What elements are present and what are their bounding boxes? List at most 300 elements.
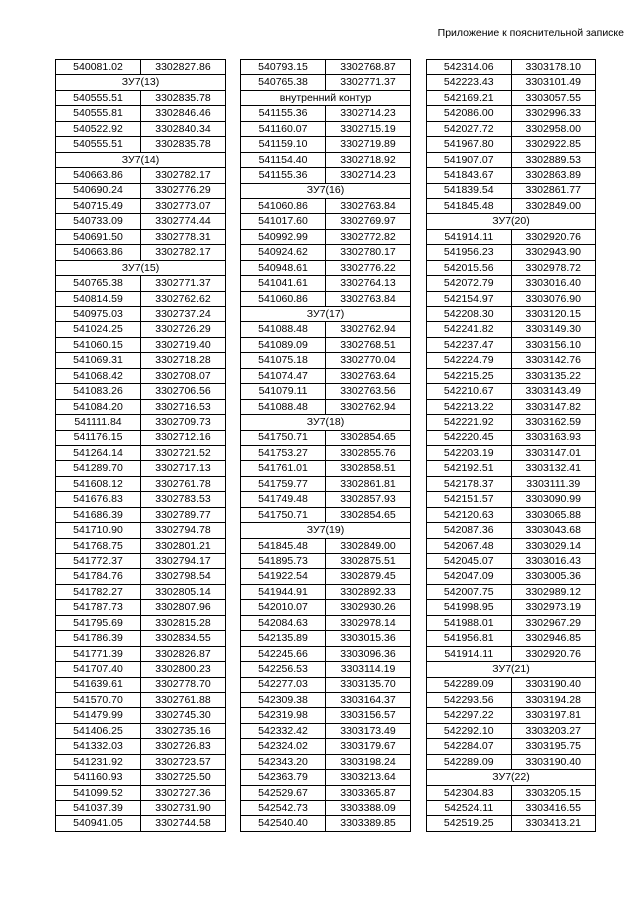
coordinate-row bbox=[241, 276, 411, 291]
coordinate-row bbox=[427, 523, 596, 538]
coordinate-row bbox=[56, 399, 226, 414]
section-heading: ЗУ7(19) bbox=[241, 523, 411, 538]
y-coordinate-cell: 3302782.17 bbox=[141, 245, 226, 260]
coordinate-row bbox=[241, 461, 411, 476]
coordinate-row bbox=[241, 260, 411, 275]
coordinate-row bbox=[56, 445, 226, 460]
y-coordinate-cell: 3302854.65 bbox=[326, 507, 411, 522]
y-coordinate-cell: 3302849.00 bbox=[326, 538, 411, 553]
y-coordinate-cell: 3302861.77 bbox=[511, 183, 596, 198]
y-coordinate-cell: 3302761.78 bbox=[141, 476, 226, 491]
x-coordinate-cell: 542319.98 bbox=[241, 708, 326, 723]
x-coordinate-cell: 542120.63 bbox=[427, 507, 512, 522]
coordinate-row bbox=[56, 415, 226, 430]
x-coordinate-cell: 540765.38 bbox=[56, 276, 141, 291]
coordinate-row bbox=[56, 492, 226, 507]
coordinate-row bbox=[241, 600, 411, 615]
y-coordinate-cell: 3302726.83 bbox=[141, 739, 226, 754]
x-coordinate-cell: 541479.99 bbox=[56, 708, 141, 723]
x-coordinate-cell: 541707.40 bbox=[56, 662, 141, 677]
y-coordinate-cell: 3303120.15 bbox=[511, 307, 596, 322]
y-coordinate-cell: 3302834.55 bbox=[141, 631, 226, 646]
coordinate-row bbox=[56, 523, 226, 538]
coordinate-row bbox=[241, 384, 411, 399]
x-coordinate-cell: 541074.47 bbox=[241, 368, 326, 383]
y-coordinate-cell: 3302989.12 bbox=[511, 584, 596, 599]
y-coordinate-cell: 3302889.53 bbox=[511, 152, 596, 167]
coordinate-row bbox=[241, 214, 411, 229]
y-coordinate-cell: 3303197.81 bbox=[511, 708, 596, 723]
coordinate-row bbox=[241, 507, 411, 522]
x-coordinate-cell: 541160.93 bbox=[56, 770, 141, 785]
coordinate-row bbox=[241, 646, 411, 661]
x-coordinate-cell: 541750.71 bbox=[241, 507, 326, 522]
coordinate-row bbox=[427, 739, 596, 754]
coordinate-row bbox=[427, 507, 596, 522]
coordinate-row bbox=[56, 785, 226, 800]
y-coordinate-cell: 3302731.90 bbox=[141, 801, 226, 816]
y-coordinate-cell: 3302761.88 bbox=[141, 692, 226, 707]
x-coordinate-cell: 541264.14 bbox=[56, 445, 141, 460]
y-coordinate-cell: 3303413.21 bbox=[511, 816, 596, 831]
y-coordinate-cell: 3302858.51 bbox=[326, 461, 411, 476]
x-coordinate-cell: 541768.75 bbox=[56, 538, 141, 553]
x-coordinate-cell: 542314.06 bbox=[427, 60, 512, 75]
coordinate-row bbox=[56, 554, 226, 569]
x-coordinate-cell: 542297.22 bbox=[427, 708, 512, 723]
coordinate-row bbox=[56, 168, 226, 183]
x-coordinate-cell: 541088.48 bbox=[241, 322, 326, 337]
coordinate-row bbox=[241, 60, 411, 75]
x-coordinate-cell: 542045.07 bbox=[427, 554, 512, 569]
x-coordinate-cell: 542072.79 bbox=[427, 276, 512, 291]
coordinate-row bbox=[427, 337, 596, 352]
x-coordinate-cell: 542210.67 bbox=[427, 384, 512, 399]
x-coordinate-cell: 541084.20 bbox=[56, 399, 141, 414]
coordinate-row bbox=[56, 692, 226, 707]
coordinate-row bbox=[56, 631, 226, 646]
x-coordinate-cell: 541749.48 bbox=[241, 492, 326, 507]
coordinate-row bbox=[241, 739, 411, 754]
x-coordinate-cell: 542015.56 bbox=[427, 260, 512, 275]
x-coordinate-cell: 542292.10 bbox=[427, 723, 512, 738]
x-coordinate-cell: 542067.48 bbox=[427, 538, 512, 553]
coordinate-row bbox=[241, 584, 411, 599]
y-coordinate-cell: 3302709.73 bbox=[141, 415, 226, 430]
coordinate-row bbox=[427, 307, 596, 322]
coordinate-row bbox=[427, 60, 596, 75]
x-coordinate-cell: 541088.48 bbox=[241, 399, 326, 414]
x-coordinate-cell: 541155.36 bbox=[241, 168, 326, 183]
coordinate-row bbox=[241, 137, 411, 152]
coordinate-row bbox=[241, 785, 411, 800]
coordinate-row bbox=[241, 801, 411, 816]
y-coordinate-cell: 3302875.51 bbox=[326, 554, 411, 569]
y-coordinate-cell: 3302727.36 bbox=[141, 785, 226, 800]
coordinate-row bbox=[56, 646, 226, 661]
y-coordinate-cell: 3302706.56 bbox=[141, 384, 226, 399]
y-coordinate-cell: 3302826.87 bbox=[141, 646, 226, 661]
y-coordinate-cell: 3302978.14 bbox=[326, 615, 411, 630]
x-coordinate-cell: 541956.81 bbox=[427, 631, 512, 646]
x-coordinate-cell: 542192.51 bbox=[427, 461, 512, 476]
y-coordinate-cell: 3303147.01 bbox=[511, 445, 596, 460]
y-coordinate-cell: 3303190.40 bbox=[511, 754, 596, 769]
y-coordinate-cell: 3303365.87 bbox=[326, 785, 411, 800]
x-coordinate-cell: 541914.11 bbox=[427, 229, 512, 244]
x-coordinate-cell: 542343.20 bbox=[241, 754, 326, 769]
x-coordinate-cell: 541787.73 bbox=[56, 600, 141, 615]
x-coordinate-cell: 541956.23 bbox=[427, 245, 512, 260]
coordinate-row bbox=[241, 492, 411, 507]
coordinate-row bbox=[427, 584, 596, 599]
y-coordinate-cell: 3302718.28 bbox=[141, 353, 226, 368]
y-coordinate-cell: 3302763.64 bbox=[326, 368, 411, 383]
coordinate-row bbox=[56, 245, 226, 260]
y-coordinate-cell: 3303132.41 bbox=[511, 461, 596, 476]
coordinate-row bbox=[427, 260, 596, 275]
x-coordinate-cell: 541608.12 bbox=[56, 476, 141, 491]
x-coordinate-cell: 542363.79 bbox=[241, 770, 326, 785]
coordinate-row bbox=[56, 801, 226, 816]
y-coordinate-cell: 3302780.17 bbox=[326, 245, 411, 260]
coordinate-row bbox=[427, 554, 596, 569]
y-coordinate-cell: 3303016.43 bbox=[511, 554, 596, 569]
section-heading-row bbox=[241, 90, 411, 105]
x-coordinate-cell: 542223.43 bbox=[427, 75, 512, 90]
coordinate-row bbox=[427, 121, 596, 136]
y-coordinate-cell: 3302763.56 bbox=[326, 384, 411, 399]
section-heading-row bbox=[241, 307, 411, 322]
x-coordinate-cell: 542542.73 bbox=[241, 801, 326, 816]
coordinate-row bbox=[427, 631, 596, 646]
y-coordinate-cell: 3302762.94 bbox=[326, 399, 411, 414]
x-coordinate-cell: 542284.07 bbox=[427, 739, 512, 754]
y-coordinate-cell: 3302774.44 bbox=[141, 214, 226, 229]
y-coordinate-cell: 3302714.23 bbox=[326, 168, 411, 183]
y-coordinate-cell: 3303190.40 bbox=[511, 677, 596, 692]
section-heading: ЗУ7(16) bbox=[241, 183, 411, 198]
y-coordinate-cell: 3302771.37 bbox=[141, 276, 226, 291]
coordinate-row bbox=[427, 445, 596, 460]
x-coordinate-cell: 540715.49 bbox=[56, 198, 141, 213]
y-coordinate-cell: 3302973.19 bbox=[511, 600, 596, 615]
x-coordinate-cell: 541075.18 bbox=[241, 353, 326, 368]
coordinate-row bbox=[56, 569, 226, 584]
y-coordinate-cell: 3303173.49 bbox=[326, 723, 411, 738]
x-coordinate-cell: 541795.69 bbox=[56, 615, 141, 630]
y-coordinate-cell: 3303065.88 bbox=[511, 507, 596, 522]
coordinate-row bbox=[241, 692, 411, 707]
x-coordinate-cell: 541639.61 bbox=[56, 677, 141, 692]
x-coordinate-cell: 540975.03 bbox=[56, 307, 141, 322]
coordinate-row bbox=[427, 75, 596, 90]
y-coordinate-cell: 3302721.52 bbox=[141, 445, 226, 460]
x-coordinate-cell: 541099.52 bbox=[56, 785, 141, 800]
x-coordinate-cell: 541750.71 bbox=[241, 430, 326, 445]
y-coordinate-cell: 3303156.57 bbox=[326, 708, 411, 723]
x-coordinate-cell: 540992.99 bbox=[241, 229, 326, 244]
x-coordinate-cell: 542524.11 bbox=[427, 801, 512, 816]
x-coordinate-cell: 541988.01 bbox=[427, 615, 512, 630]
y-coordinate-cell: 3302996.33 bbox=[511, 106, 596, 121]
y-coordinate-cell: 3302783.53 bbox=[141, 492, 226, 507]
y-coordinate-cell: 3302772.82 bbox=[326, 229, 411, 244]
y-coordinate-cell: 3302737.24 bbox=[141, 307, 226, 322]
y-coordinate-cell: 3302719.40 bbox=[141, 337, 226, 352]
coordinate-row bbox=[241, 229, 411, 244]
section-heading-row bbox=[427, 770, 596, 785]
section-heading: ЗУ7(20) bbox=[427, 214, 596, 229]
coordinate-row bbox=[56, 507, 226, 522]
x-coordinate-cell: 542540.40 bbox=[241, 816, 326, 831]
x-coordinate-cell: 541041.61 bbox=[241, 276, 326, 291]
y-coordinate-cell: 3302854.65 bbox=[326, 430, 411, 445]
y-coordinate-cell: 3303111.39 bbox=[511, 476, 596, 491]
coordinate-row bbox=[427, 198, 596, 213]
x-coordinate-cell: 540081.02 bbox=[56, 60, 141, 75]
x-coordinate-cell: 540941.05 bbox=[56, 816, 141, 831]
x-coordinate-cell: 542154.97 bbox=[427, 291, 512, 306]
coordinate-row bbox=[427, 229, 596, 244]
x-coordinate-cell: 541154.40 bbox=[241, 152, 326, 167]
x-coordinate-cell: 541944.91 bbox=[241, 584, 326, 599]
x-coordinate-cell: 540733.09 bbox=[56, 214, 141, 229]
coordinate-row bbox=[427, 708, 596, 723]
y-coordinate-cell: 3303143.49 bbox=[511, 384, 596, 399]
coordinate-row bbox=[241, 353, 411, 368]
x-coordinate-cell: 541771.39 bbox=[56, 646, 141, 661]
coordinate-row bbox=[56, 600, 226, 615]
x-coordinate-cell: 541570.70 bbox=[56, 692, 141, 707]
y-coordinate-cell: 3303164.37 bbox=[326, 692, 411, 707]
y-coordinate-cell: 3302840.34 bbox=[141, 121, 226, 136]
x-coordinate-cell: 540522.92 bbox=[56, 121, 141, 136]
coordinate-row bbox=[241, 708, 411, 723]
coordinate-row bbox=[427, 816, 596, 831]
x-coordinate-cell: 542224.79 bbox=[427, 353, 512, 368]
y-coordinate-cell: 3303178.10 bbox=[511, 60, 596, 75]
y-coordinate-cell: 3302776.22 bbox=[326, 260, 411, 275]
y-coordinate-cell: 3302778.31 bbox=[141, 229, 226, 244]
y-coordinate-cell: 3302855.76 bbox=[326, 445, 411, 460]
coordinate-row bbox=[427, 399, 596, 414]
x-coordinate-cell: 541083.26 bbox=[56, 384, 141, 399]
coordinate-row bbox=[427, 615, 596, 630]
coordinate-row bbox=[241, 476, 411, 491]
y-coordinate-cell: 3302863.89 bbox=[511, 168, 596, 183]
x-coordinate-cell: 541998.95 bbox=[427, 600, 512, 615]
coordinate-row bbox=[241, 631, 411, 646]
coordinate-row bbox=[427, 538, 596, 553]
coordinate-row bbox=[241, 615, 411, 630]
section-heading-row bbox=[427, 662, 596, 677]
x-coordinate-cell: 541710.90 bbox=[56, 523, 141, 538]
y-coordinate-cell: 3302794.17 bbox=[141, 554, 226, 569]
x-coordinate-cell: 541060.86 bbox=[241, 291, 326, 306]
y-coordinate-cell: 3302716.53 bbox=[141, 399, 226, 414]
x-coordinate-cell: 542169.21 bbox=[427, 90, 512, 105]
y-coordinate-cell: 3303389.85 bbox=[326, 816, 411, 831]
x-coordinate-cell: 540691.50 bbox=[56, 229, 141, 244]
coordinate-row bbox=[427, 291, 596, 306]
coordinate-table-left bbox=[55, 59, 226, 832]
y-coordinate-cell: 3302725.50 bbox=[141, 770, 226, 785]
coordinate-row bbox=[427, 754, 596, 769]
x-coordinate-cell: 540924.62 bbox=[241, 245, 326, 260]
coordinate-row bbox=[427, 785, 596, 800]
x-coordinate-cell: 542086.00 bbox=[427, 106, 512, 121]
coordinate-row bbox=[427, 492, 596, 507]
section-heading: ЗУ7(17) bbox=[241, 307, 411, 322]
x-coordinate-cell: 540690.24 bbox=[56, 183, 141, 198]
x-coordinate-cell: 541786.39 bbox=[56, 631, 141, 646]
y-coordinate-cell: 3302735.16 bbox=[141, 723, 226, 738]
y-coordinate-cell: 3302857.93 bbox=[326, 492, 411, 507]
section-heading-row bbox=[241, 415, 411, 430]
x-coordinate-cell: 541967.80 bbox=[427, 137, 512, 152]
x-coordinate-cell: 542178.37 bbox=[427, 476, 512, 491]
y-coordinate-cell: 3303142.76 bbox=[511, 353, 596, 368]
y-coordinate-cell: 3302922.85 bbox=[511, 137, 596, 152]
y-coordinate-cell: 3302807.96 bbox=[141, 600, 226, 615]
coordinate-row bbox=[241, 430, 411, 445]
coordinate-table-right bbox=[426, 59, 596, 832]
y-coordinate-cell: 3302773.07 bbox=[141, 198, 226, 213]
y-coordinate-cell: 3302768.51 bbox=[326, 337, 411, 352]
y-coordinate-cell: 3302763.84 bbox=[326, 291, 411, 306]
section-heading-row bbox=[56, 152, 226, 167]
coordinate-row bbox=[241, 399, 411, 414]
y-coordinate-cell: 3303416.55 bbox=[511, 801, 596, 816]
y-coordinate-cell: 3302769.97 bbox=[326, 214, 411, 229]
x-coordinate-cell: 542203.19 bbox=[427, 445, 512, 460]
x-coordinate-cell: 541060.86 bbox=[241, 198, 326, 213]
y-coordinate-cell: 3302726.29 bbox=[141, 322, 226, 337]
x-coordinate-cell: 542220.45 bbox=[427, 430, 512, 445]
y-coordinate-cell: 3302744.58 bbox=[141, 816, 226, 831]
coordinate-row bbox=[56, 307, 226, 322]
y-coordinate-cell: 3303213.64 bbox=[326, 770, 411, 785]
x-coordinate-cell: 542007.75 bbox=[427, 584, 512, 599]
coordinate-row bbox=[241, 198, 411, 213]
section-heading: ЗУ7(14) bbox=[56, 152, 226, 167]
coordinate-row bbox=[427, 692, 596, 707]
section-heading-row bbox=[427, 214, 596, 229]
x-coordinate-cell: 541155.36 bbox=[241, 106, 326, 121]
coordinate-row bbox=[241, 554, 411, 569]
coordinate-row bbox=[241, 152, 411, 167]
y-coordinate-cell: 3302815.28 bbox=[141, 615, 226, 630]
y-coordinate-cell: 3302892.33 bbox=[326, 584, 411, 599]
coordinate-row bbox=[427, 137, 596, 152]
x-coordinate-cell: 541060.15 bbox=[56, 337, 141, 352]
coordinate-row bbox=[427, 245, 596, 260]
coordinate-row bbox=[427, 569, 596, 584]
coordinate-row bbox=[427, 322, 596, 337]
coordinate-row bbox=[241, 121, 411, 136]
x-coordinate-cell: 541686.39 bbox=[56, 507, 141, 522]
coordinate-row bbox=[56, 461, 226, 476]
x-coordinate-cell: 540555.81 bbox=[56, 106, 141, 121]
y-coordinate-cell: 3302846.46 bbox=[141, 106, 226, 121]
y-coordinate-cell: 3303162.59 bbox=[511, 415, 596, 430]
x-coordinate-cell: 541024.25 bbox=[56, 322, 141, 337]
coordinate-row bbox=[56, 106, 226, 121]
x-coordinate-cell: 541017.60 bbox=[241, 214, 326, 229]
coordinate-row bbox=[241, 770, 411, 785]
coordinate-row bbox=[241, 75, 411, 90]
y-coordinate-cell: 3302771.37 bbox=[326, 75, 411, 90]
coordinate-row bbox=[56, 322, 226, 337]
coordinate-row bbox=[241, 245, 411, 260]
coordinate-row bbox=[56, 723, 226, 738]
y-coordinate-cell: 3303043.68 bbox=[511, 523, 596, 538]
x-coordinate-cell: 541753.27 bbox=[241, 445, 326, 460]
coordinate-row bbox=[241, 322, 411, 337]
coordinate-row bbox=[56, 276, 226, 291]
coordinate-row bbox=[56, 476, 226, 491]
section-heading: ЗУ7(22) bbox=[427, 770, 596, 785]
y-coordinate-cell: 3303029.14 bbox=[511, 538, 596, 553]
x-coordinate-cell: 542309.38 bbox=[241, 692, 326, 707]
x-coordinate-cell: 541676.83 bbox=[56, 492, 141, 507]
x-coordinate-cell: 542237.47 bbox=[427, 337, 512, 352]
y-coordinate-cell: 3303090.99 bbox=[511, 492, 596, 507]
y-coordinate-cell: 3302861.81 bbox=[326, 476, 411, 491]
y-coordinate-cell: 3302778.70 bbox=[141, 677, 226, 692]
coordinate-row bbox=[427, 677, 596, 692]
coordinate-row bbox=[56, 90, 226, 105]
y-coordinate-cell: 3302978.72 bbox=[511, 260, 596, 275]
y-coordinate-cell: 3303149.30 bbox=[511, 322, 596, 337]
coordinate-row bbox=[427, 600, 596, 615]
coordinate-row bbox=[427, 353, 596, 368]
x-coordinate-cell: 541839.54 bbox=[427, 183, 512, 198]
y-coordinate-cell: 3303057.55 bbox=[511, 90, 596, 105]
x-coordinate-cell: 542208.30 bbox=[427, 307, 512, 322]
x-coordinate-cell: 542241.82 bbox=[427, 322, 512, 337]
x-coordinate-cell: 542135.89 bbox=[241, 631, 326, 646]
y-coordinate-cell: 3302958.00 bbox=[511, 121, 596, 136]
x-coordinate-cell: 542324.02 bbox=[241, 739, 326, 754]
x-coordinate-cell: 542332.42 bbox=[241, 723, 326, 738]
y-coordinate-cell: 3302798.54 bbox=[141, 569, 226, 584]
x-coordinate-cell: 541845.48 bbox=[427, 198, 512, 213]
x-coordinate-cell: 542304.83 bbox=[427, 785, 512, 800]
y-coordinate-cell: 3303156.10 bbox=[511, 337, 596, 352]
x-coordinate-cell: 542245.66 bbox=[241, 646, 326, 661]
y-coordinate-cell: 3302776.29 bbox=[141, 183, 226, 198]
coordinate-row bbox=[427, 152, 596, 167]
x-coordinate-cell: 542289.09 bbox=[427, 754, 512, 769]
x-coordinate-cell: 540948.61 bbox=[241, 260, 326, 275]
y-coordinate-cell: 3303101.49 bbox=[511, 75, 596, 90]
section-heading: ЗУ7(13) bbox=[56, 75, 226, 90]
y-coordinate-cell: 3303135.70 bbox=[326, 677, 411, 692]
coordinate-row bbox=[241, 168, 411, 183]
x-coordinate-cell: 542215.25 bbox=[427, 368, 512, 383]
x-coordinate-cell: 540793.15 bbox=[241, 60, 326, 75]
y-coordinate-cell: 3302920.76 bbox=[511, 229, 596, 244]
x-coordinate-cell: 542277.03 bbox=[241, 677, 326, 692]
y-coordinate-cell: 3302745.30 bbox=[141, 708, 226, 723]
y-coordinate-cell: 3302800.23 bbox=[141, 662, 226, 677]
coordinate-row bbox=[56, 60, 226, 75]
coordinate-row bbox=[427, 415, 596, 430]
y-coordinate-cell: 3303147.82 bbox=[511, 399, 596, 414]
x-coordinate-cell: 542529.67 bbox=[241, 785, 326, 800]
